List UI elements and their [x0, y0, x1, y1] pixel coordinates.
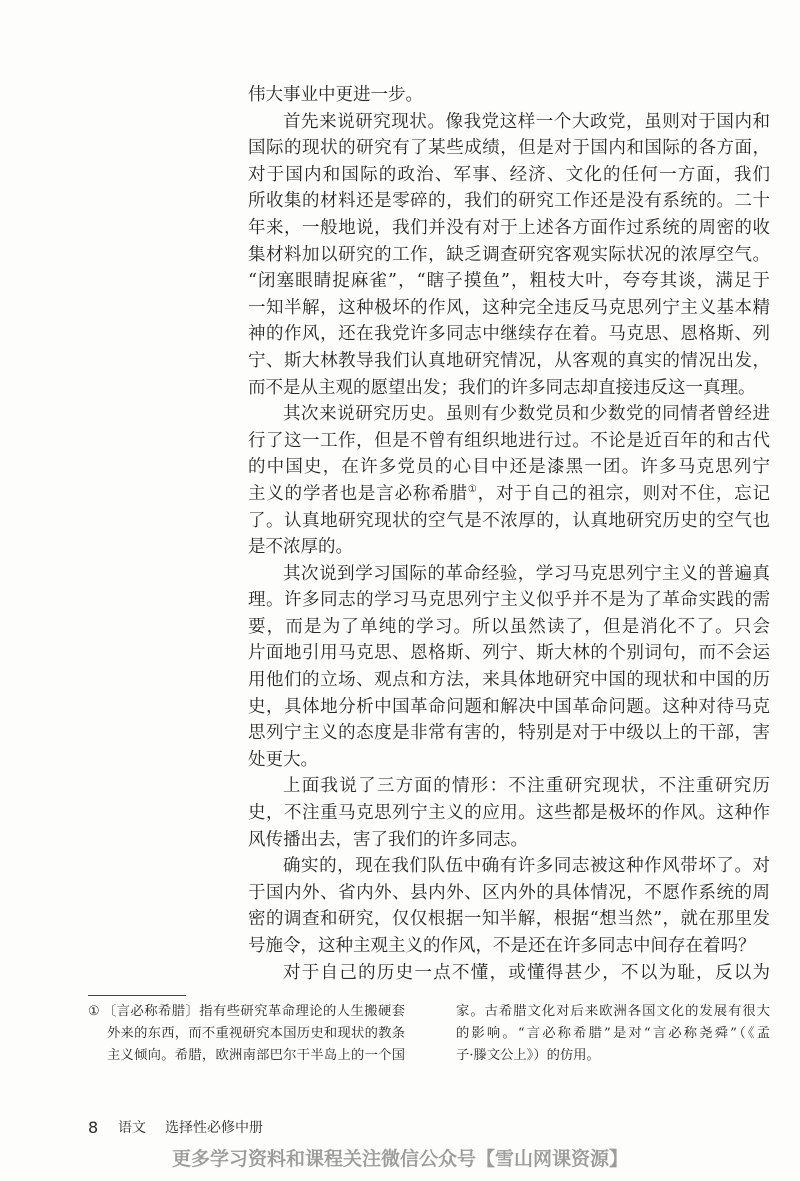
body-line: 处更大。 [248, 749, 318, 770]
body-line: 史，不注重马克思列宁主义的应用。这些都是极坏的作风。这种作 [248, 803, 770, 824]
body-line: 集材料加以研究的工作，缺乏调查研究客观实际状况的浓厚空气。 [248, 244, 770, 265]
body-line: 了。认真地研究现状的空气是不浓厚的，认真地研究历史的空气也 [248, 510, 770, 531]
body-line: 的中国史，在许多党员的心目中还是漆黑一团。许多马克思列宁 [248, 457, 770, 478]
body-line: 其次说到学习国际的革命经验，学习马克思列宁主义的普遍真 [283, 563, 770, 584]
footnote-line: 家。古希腊文化对后来欧洲各国文化的发展有很大 [456, 1004, 770, 1019]
footnote-line: 的影响。“言必称希腊”是对“言必称尧舜”（《孟 [456, 1026, 770, 1041]
body-text [248, 82, 770, 986]
body-line: 国际的现状的研究有了某些成绩，但是对于国内和国际的各方面， [248, 138, 770, 159]
footnote-column-left [88, 1001, 405, 1067]
body-line: “闭塞眼睛捉麻雀”，“瞎子摸鱼”，粗枝大叶，夸夸其谈，满足于 [248, 271, 770, 292]
body-line: 行了这一工作，但是不曾有组织地进行过。不论是近百年的和古代 [248, 430, 770, 451]
body-line: 史，具体地分析中国革命问题和解决中国革命问题。这种对待马克 [248, 696, 770, 717]
body-line-text: 主义的学者也是言必称希腊 [248, 483, 468, 504]
body-line: 伟大事业中更进一步。 [248, 85, 423, 105]
body-line: 思列宁主义的态度是非常有害的，特别是对于中级以上的干部，害 [248, 723, 770, 744]
body-line: 片面地引用马克思、恩格斯、列宁、斯大林的个别词句，而不会运 [248, 643, 770, 664]
paragraph [248, 853, 770, 959]
footnote-mark: ① [88, 1004, 100, 1019]
footnote-line: 子·滕文公上》）的仿用。 [456, 1048, 600, 1063]
paragraph [248, 561, 770, 774]
footnote-text: 〔言必称希腊〕指有些研究革命理论的人生搬硬套 [103, 1004, 405, 1019]
footnote-column-right [456, 1001, 770, 1067]
body-line: 所收集的材料还是零碎的，我们的研究工作还是没有系统的。二十 [248, 191, 770, 212]
body-line: 上面我说了三方面的情形：不注重研究现状，不注重研究历 [283, 776, 770, 797]
body-line: 于国内外、省内外、县内外、区内外的具体情况，不愿作系统的周 [248, 882, 770, 903]
body-line: 一知半解，这种极坏的作风，这种完全违反马克思列宁主义基本精 [248, 297, 770, 318]
footnote-divider [88, 995, 186, 996]
body-line: 年来，一般地说，我们并没有对于上述各方面作过系统的周密的收 [248, 217, 770, 238]
body-line: 对于自己的历史一点不懂，或懂得甚少，不以为耻，反以为 [283, 962, 770, 983]
body-line: 神的作风，还在我党许多同志中继续存在着。马克思、恩格斯、列 [248, 324, 770, 345]
paragraph [248, 960, 770, 987]
body-line: 要，而是为了单纯的学习。所以虽然读了，但是消化不了。只会 [248, 616, 770, 637]
body-line: 其次来说研究历史。虽则有少数党员和少数党的同情者曾经进 [283, 404, 770, 425]
paragraph [248, 773, 770, 853]
footnote-line: 外来的东西，而不重视研究本国历史和现状的教条 [107, 1026, 405, 1041]
body-line: 首先来说研究现状。像我党这样一个大政党，虽则对于国内和 [283, 111, 770, 132]
footnote-reference: ① [467, 483, 478, 495]
body-line: 宁、斯大林教导我们认真地研究情况，从客观的真实的情况出发， [248, 350, 770, 371]
body-line: 理。许多同志的学习马克思列宁主义似乎并不是为了革命实践的需 [248, 590, 770, 611]
body-line: 号施令，这种主观主义的作风，不是还在许多同志中间存在着吗？ [248, 936, 756, 956]
paragraph [248, 82, 770, 109]
footnote-line [88, 1001, 405, 1023]
paragraph [248, 401, 770, 561]
body-line: 用他们的立场、观点和方法，来具体地研究中国的现状和中国的历 [248, 670, 770, 691]
footnote-line: 主义倾向。希腊，欧洲南部巴尔干半岛上的一个国 [107, 1048, 405, 1063]
footer-subject: 语文 [118, 1120, 146, 1136]
body-line-text: ，对于自己的祖宗，则对不住，忘记 [477, 483, 770, 504]
body-line-with-footnote-ref [248, 481, 770, 508]
body-line: 是不浓厚的。 [248, 537, 353, 558]
page-number: 8 [88, 1118, 99, 1137]
body-line: 密的调查和研究，仅仅根据一知半解，根据“想当然”，就在那里发 [248, 909, 770, 930]
body-line: 而不是从主观的愿望出发；我们的许多同志却直接违反这一真理。 [248, 377, 756, 398]
body-line: 对于国内和国际的政治、军事、经济、文化的任何一方面，我们 [248, 164, 770, 185]
footer-volume: 选择性必修中册 [165, 1120, 263, 1136]
body-line: 风传播出去，害了我们的许多同志。 [248, 829, 528, 850]
paragraph [248, 109, 770, 402]
watermark: 更多学习资料和课程关注微信公众号【雪山网课资源】 [171, 1148, 628, 1170]
body-line: 确实的，现在我们队伍中确有许多同志被这种作风带坏了。对 [283, 856, 770, 877]
